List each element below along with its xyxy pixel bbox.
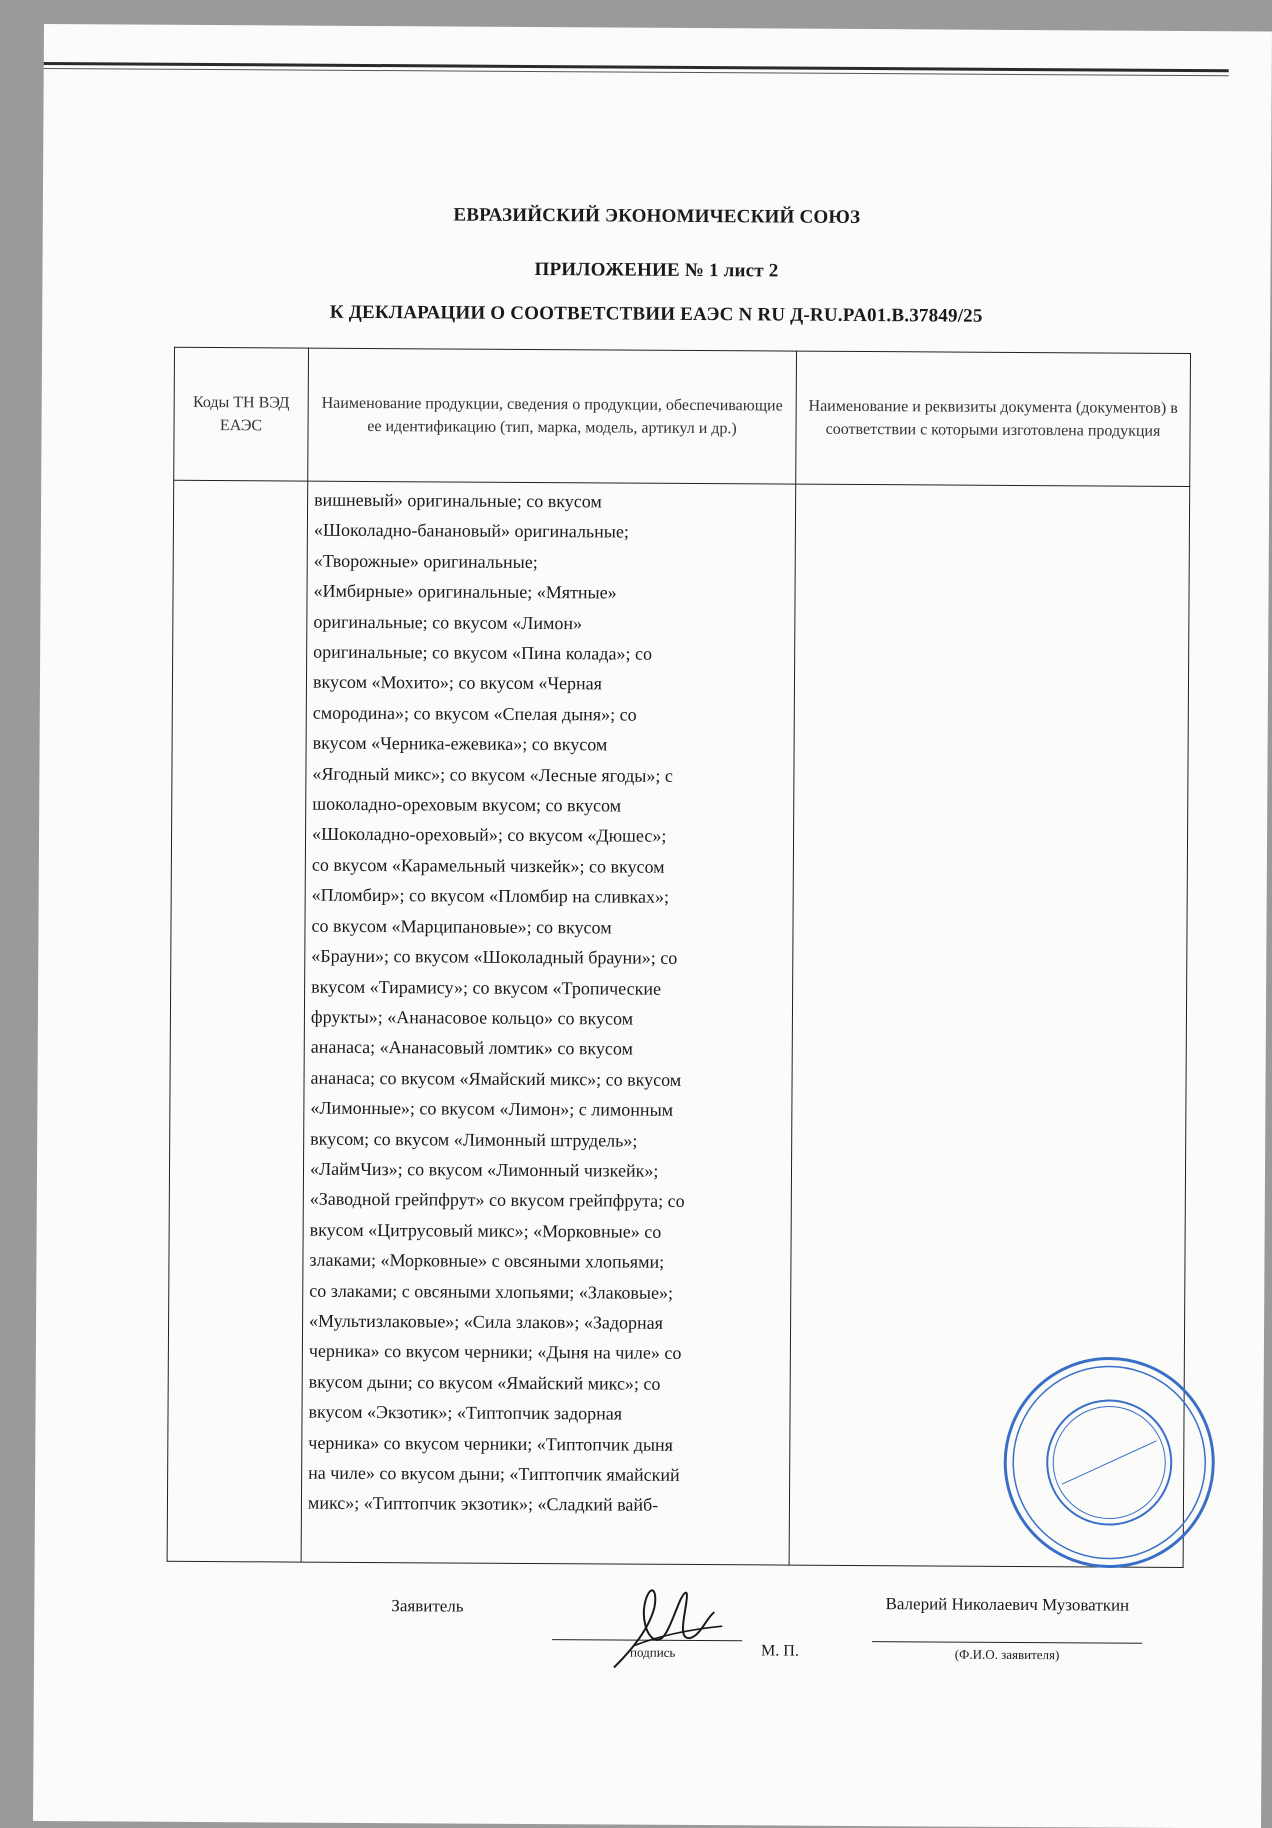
seal-label: М. П. bbox=[761, 1642, 799, 1660]
column-header-codes: Коды ТН ВЭД ЕАЭС bbox=[174, 347, 309, 481]
applicant-label: Заявитель bbox=[391, 1596, 464, 1616]
company-seal-stamp bbox=[997, 1350, 1223, 1576]
table-header-row bbox=[174, 347, 1191, 486]
signature-caption: подпись bbox=[630, 1644, 676, 1660]
cell-product-description: вишневый» оригинальные; со вкусом «Шоколадно-банановый» оригинальные; «Творожные» оригинальные; «Имбирные» оригинальные; «Мятные» оригинальные; со вкусом «Лимон» оригинальные; со вкусом «Пина колада»; со вкусом «Мохито»; со вкусом «Черная смородина»; со вкусом «Спелая дыня»; со вкусом «Черника-ежевика»; со вкусом «Ягодный микс»; со вкусом «Лесные ягоды»; с шоколадно-ореховым вкусом; со вкусом «Шоколадно-ореховый»; со вкусом «Дюшес»; со вкусом «Карамельный чизкейк»; со вкусом «Пломбир»; со вкусом «Пломбир на сливках»; со вкусом «Марципановые»; со вкусом «Брауни»; со вкусом «Шоколадный брауни»; со вкусом «Тирамису»; со вкусом «Тропические фрукты»; «Ананасовое кольцо» со вкусом ананаса; «Ананасовый ломтик» со вкусом ананаса; со вкусом «Ямайский микс»; со вкусом «Лимонные»; со вкусом «Лимон»; с лимонным вкусом; со вкусом «Лимонный штрудель»; «ЛаймЧиз»; со вкусом «Лимонный чизкейк»; «Заводной грейпфрут» со вкусом грейпфрута; со вкусом «Цитрусовый микс»; «Морковные» со злаками; «Морковные» с овсяными хлопьями; со злаками; с овсяными хлопьями; «Злаковые»; «Мультизлаковые»; «Сила злаков»; «Задорная черника» со вкусом черники; «Дыня на чиле» со вкусом дыни; со вкусом «Ямайский микс»; со вкусом «Экзотик»; «Типтопчик задорная черника» со вкусом черники; «Типтопчик дыня на чиле» со вкусом дыни; «Типтопчик ямайский микс»; «Типтопчик экзотик»; «Сладкий вайб- bbox=[301, 481, 796, 1565]
name-caption: (Ф.И.О. заявителя) bbox=[954, 1646, 1060, 1663]
appendix-title: ПРИЛОЖЕНИЕ № 1 лист 2 bbox=[534, 259, 779, 282]
handwritten-signature bbox=[594, 1567, 735, 1678]
column-header-document: Наименование и реквизиты документа (документов) в соответствии с которыми изготовлена продукция bbox=[796, 351, 1191, 486]
column-header-product: Наименование продукции, сведения о продукции, обеспечивающие ее идентификацию (тип, марка, модель, артикул и др.) bbox=[308, 348, 797, 484]
union-title: ЕВРАЗИЙСКИЙ ЭКОНОМИЧЕСКИЙ СОЮЗ bbox=[453, 204, 861, 228]
cell-code bbox=[167, 480, 308, 1562]
applicant-name: Валерий Николаевич Музоваткин bbox=[885, 1594, 1130, 1615]
declaration-title: К ДЕКЛАРАЦИИ О СООТВЕТСТВИИ ЕАЭС N RU Д-RU.PA01.B.37849/25 bbox=[329, 301, 983, 327]
name-line bbox=[872, 1641, 1142, 1644]
document-page bbox=[33, 24, 1272, 1828]
